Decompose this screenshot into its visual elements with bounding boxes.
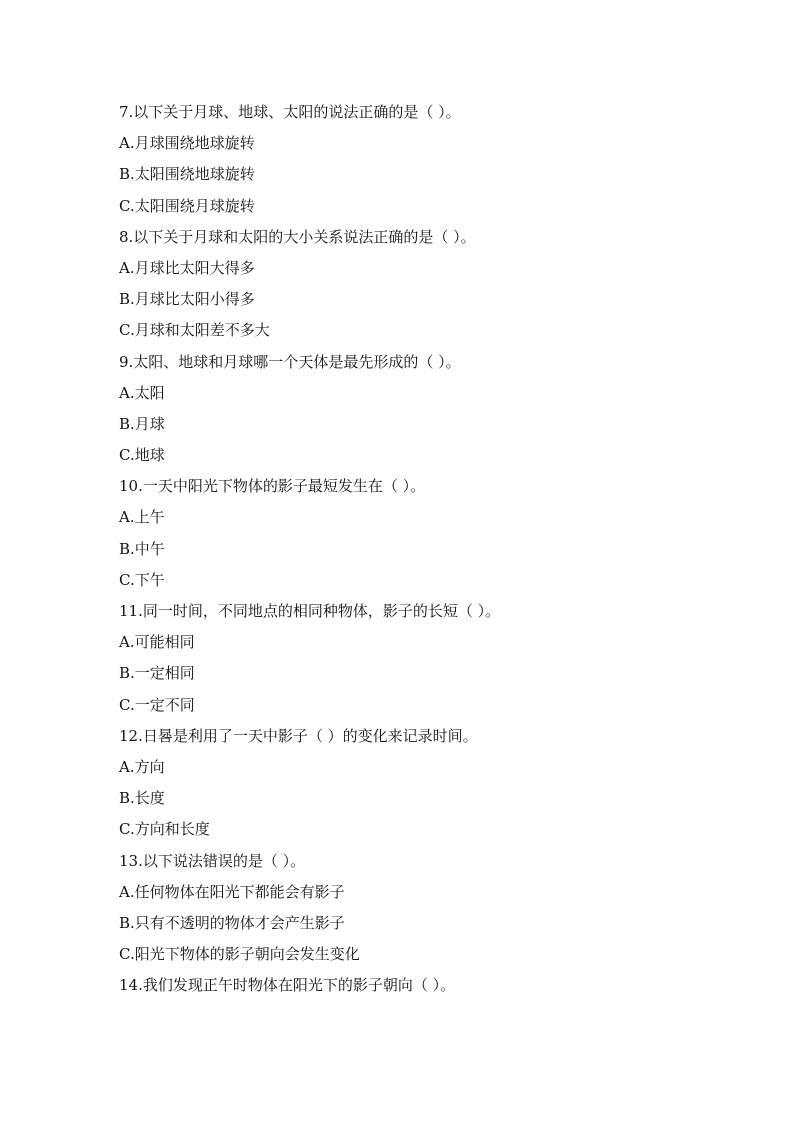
option-b: B.太阳围绕地球旋转 (119, 165, 255, 184)
option-c: C.下午 (119, 570, 165, 589)
option-c: C.一定不同 (119, 695, 195, 714)
option-a: A.太阳 (119, 383, 165, 402)
option-a: A.月球比太阳大得多 (119, 258, 255, 277)
option-a: A.任何物体在阳光下都能会有影子 (119, 882, 345, 901)
question-stem: 7.以下关于月球、地球、太阳的说法正确的是（ ）。 (119, 103, 461, 121)
question-list (119, 97, 719, 1001)
option-a: A.月球围绕地球旋转 (119, 134, 255, 153)
option-a: A.可能相同 (119, 633, 195, 652)
question-stem: 14.我们发现正午时物体在阳光下的影子朝向（ ）。 (119, 976, 456, 995)
question-stem: 11.同一时间，不同地点的相同种物体，影子的长短（ ）。 (119, 602, 501, 620)
option-c: C.月球和太阳差不多大 (119, 321, 270, 340)
option-a: A.方向 (119, 757, 165, 776)
question-stem: 12.日晷是利用了一天中影子（ ）的变化来记录时间。 (119, 726, 478, 745)
option-b: B.月球 (119, 414, 165, 433)
option-b: B.月球比太阳小得多 (119, 290, 255, 309)
option-b: B.只有不透明的物体才会产生影子 (119, 913, 345, 932)
option-b: B.长度 (119, 789, 165, 808)
question-stem: 10.一天中阳光下物体的影子最短发生在（ ）。 (119, 477, 426, 496)
option-c: C.阳光下物体的影子朝向会发生变化 (119, 945, 360, 964)
option-b: B.一定相同 (119, 664, 195, 683)
question-stem: 9.太阳、地球和月球哪一个天体是最先形成的（ ）。 (119, 352, 461, 371)
option-c: C.太阳围绕月球旋转 (119, 196, 255, 215)
question-stem: 13.以下说法错误的是（ ）。 (119, 851, 306, 870)
question-stem: 8.以下关于月球和太阳的大小关系说法正确的是（ ）。 (119, 227, 476, 246)
option-c: C.地球 (119, 446, 165, 465)
option-c: C.方向和长度 (119, 820, 210, 839)
option-a: A.上午 (119, 508, 165, 527)
option-b: B.中午 (119, 539, 165, 558)
